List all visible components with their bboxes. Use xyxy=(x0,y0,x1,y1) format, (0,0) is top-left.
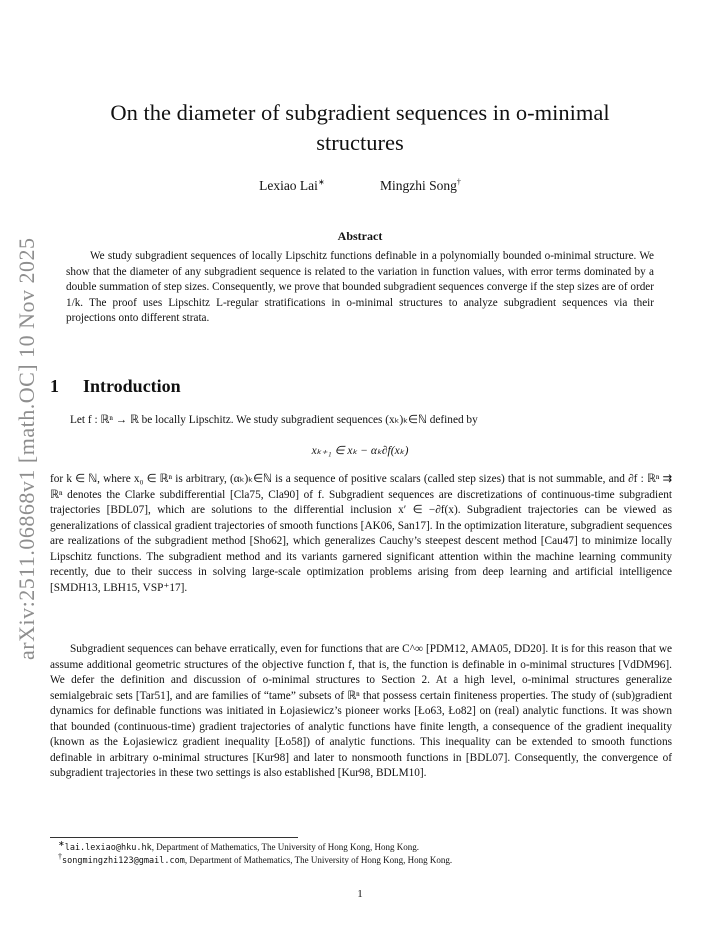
display-equation: xₖ₊₁ ∈ xₖ − αₖ∂f(xₖ) xyxy=(311,445,409,457)
author-footnote-mark: ∗ xyxy=(317,177,325,187)
email-link[interactable]: songmingzhi123@gmail.com xyxy=(62,856,185,866)
abstract-text: We study subgradient sequences of locally Lipschitz functions definable in a polynomially bounded o-minimal structure. We show that the diameter of any subgradient sequence is related to the variation in function values, with error terms dominated by a double summation of step sizes. Consequently, we prove that bounded subgradient sequences converge if the step sizes are of order 1/k. The proof uses Lipschitz L-regular stratifications in o-minimal structures to analyze subgradient sequences via their projections onto different strata. xyxy=(66,250,654,325)
section-title: Introduction xyxy=(83,376,181,396)
abstract-heading: Abstract xyxy=(337,229,383,243)
intro-paragraph-2: for k ∈ ℕ, where x₀ ∈ ℝⁿ is arbitrary, (αₖ)ₖ∈ℕ is a sequence of positive scalars (called step sizes) that is not summable, and ∂f : ℝⁿ ⇉ ℝⁿ denotes the Clarke subdifferential [Cla75, Cla90] of f. Subgradient sequences are discretizations of continuous-time subgradient trajectories [BDL07], which are solutions to the differential inclusion x′ ∈ −∂f(x). Subgradient trajectories can be viewed as generalizations of classical gradient trajectories of smooth functions [AK06, San17]. In the optimization literature, subgradient sequences are realizations of the subgradient method [Sho62], which generalizes Cauchy’s steepest descent method [Cau47] to minimize locally Lipschitz functions. The subgradient method and its variants garnered significant attention within the machine learning community recently, due to their success in solving large-scale optimization problems arising from deep learning and artificial intelligence [SMDH13, LBH15, VSP⁺17]. xyxy=(50,473,672,594)
section-number: 1 xyxy=(50,376,59,396)
paper-title: On the diameter of subgradient sequences in o-minimal structures xyxy=(110,100,610,155)
author-footnote-mark: † xyxy=(456,177,461,187)
footnote-divider xyxy=(50,837,298,838)
author xyxy=(259,178,325,194)
intro-paragraph-1: Let f : ℝⁿ → ℝ be locally Lipschitz. We study subgradient sequences (xₖ)ₖ∈ℕ defined by xyxy=(70,414,478,426)
email-link[interactable]: lai.lexiao@hku.hk xyxy=(64,843,152,853)
author xyxy=(380,178,461,194)
footnote-text: , Department of Mathematics, The University of Hong Kong, Hong Kong. xyxy=(151,842,419,852)
footnote xyxy=(58,854,678,867)
page-number: 1 xyxy=(357,888,363,900)
author-list xyxy=(0,178,720,194)
footnote-text: , Department of Mathematics, The University of Hong Kong, Hong Kong. xyxy=(184,855,453,865)
footnote-mark: ∗ xyxy=(58,839,65,848)
footnote xyxy=(58,841,678,854)
section-heading xyxy=(50,376,181,397)
footnote-mark: † xyxy=(58,852,62,861)
author-name: Mingzhi Song xyxy=(380,178,457,193)
intro-paragraph-3: Subgradient sequences can behave erratically, even for functions that are C^∞ [PDM12, AMA05, DD20]. It is for this reason that we assume additional geometric structures of the objective function f, that is, the function is definable in o-minimal structures [VdDM96]. We defer the definition and discussion of o-minimal structures to Section 2. At a high level, o-minimal structures generalize semialgebraic sets [Tar51], and are families of “tame” subsets of ℝⁿ that possess certain finiteness properties. The study of (sub)gradient dynamics for definable functions was initiated in Łojasiewicz’s pioneer works [Ło63, Ło82] on (real) analytic functions. It was shown that bounded (continuous-time) gradient trajectories of analytic functions have finite length, a consequence of the gradient inequality (known as the Łojasiewicz gradient inequality [Ło58]) of analytic functions. This inequality can be extended to smooth functions definable in arbitrary o-minimal structures [Kur98] and later to nonsmooth functions in [BDL07]. Consequently, the convergence of subgradient trajectories in these two settings is also established [Kur98, BDLM10]. xyxy=(50,643,672,779)
author-name: Lexiao Lai xyxy=(259,178,318,193)
arxiv-identifier: arXiv:2511.06868v1 [math.OC] 10 Nov 2025 xyxy=(14,237,39,660)
